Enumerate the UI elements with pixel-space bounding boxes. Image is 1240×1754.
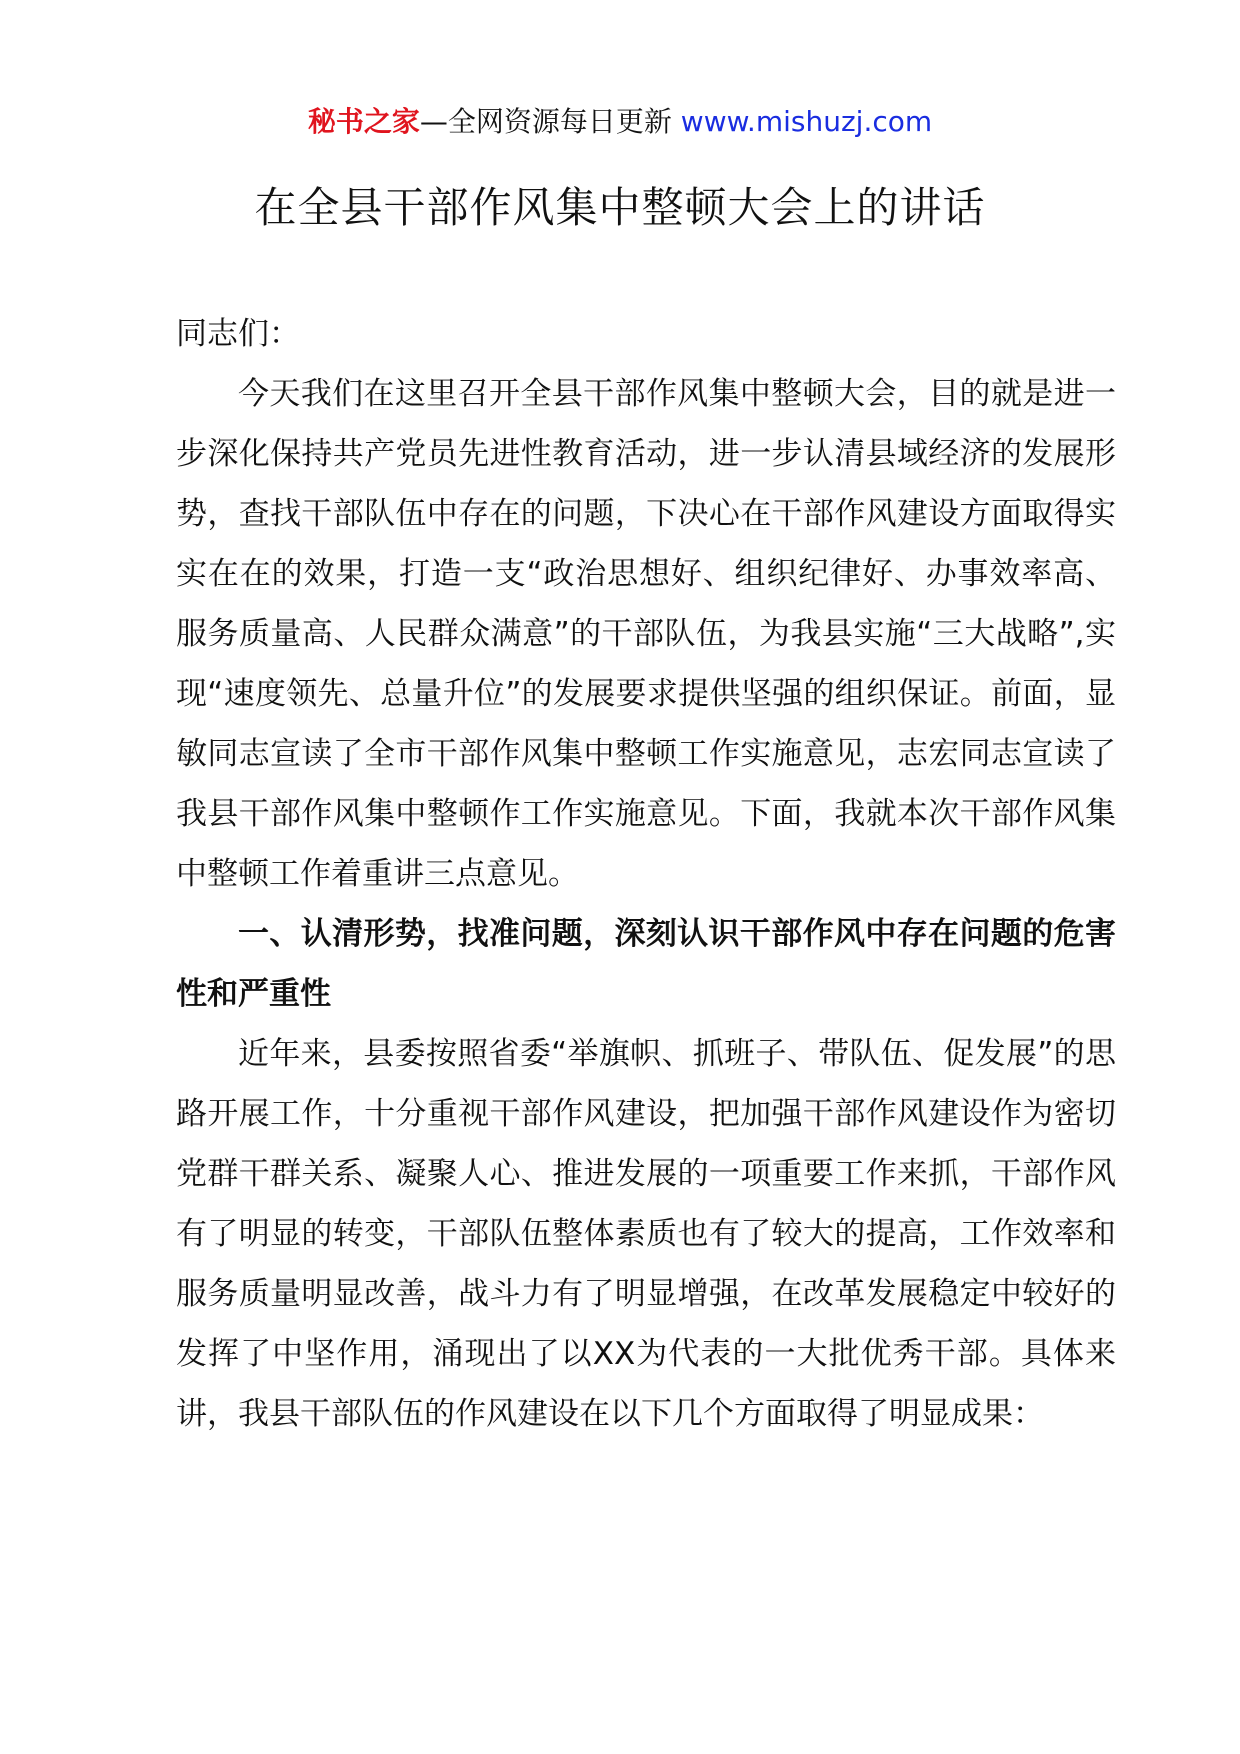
site-header [0,100,1240,144]
paragraph: 近年来，县委按照省委“举旗帜、抓班子、带队伍、促发展”的思路开展工作，十分重视干部作风建设，把加强干部作风建设作为密切党群干群关系、凝聚人心、推进发展的一项重要工作来抓，干部作风有了明显的转变，干部队伍整体素质也有了较大的提高，工作效率和服务质量明显改善，战斗力有了明显增强，在改革发展稳定中较好的发挥了中坚作用，涌现出了以XX为代表的一大批优秀干部。具体来讲，我县干部队伍的作风建设在以下几个方面取得了明显成果： [176,1036,1116,1432]
document-body [176,304,1116,1444]
document-title: 在全县干部作风集中整顿大会上的讲话 [254,183,986,232]
site-url-link[interactable]: www.mishuzj.com [680,105,933,138]
section-heading: 一、认清形势，找准问题，深刻认识干部作风中存在问题的危害性和严重性 [176,916,1116,1012]
brand-name: 秘书之家 [307,105,420,138]
salutation: 同志们： [176,316,300,352]
site-tagline: —全网资源每日更新 [419,105,672,138]
paragraph: 今天我们在这里召开全县干部作风集中整顿大会，目的就是进一步深化保持共产党员先进性教育活动，进一步认清县域经济的发展形势，查找干部队伍中存在的问题，下决心在干部作风建设方面取得实实在在的效果，打造一支“政治思想好、组织纪律好、办事效率高、服务质量高、人民群众满意”的干部队伍，为我县实施“三大战略”,实现“速度领先、总量升位”的发展要求提供坚强的组织保证。前面，显敏同志宣读了全市干部作风集中整顿工作实施意见，志宏同志宣读了我县干部作风集中整顿作工作实施意见。下面，我就本次干部作风集中整顿工作着重讲三点意见。 [176,376,1116,892]
